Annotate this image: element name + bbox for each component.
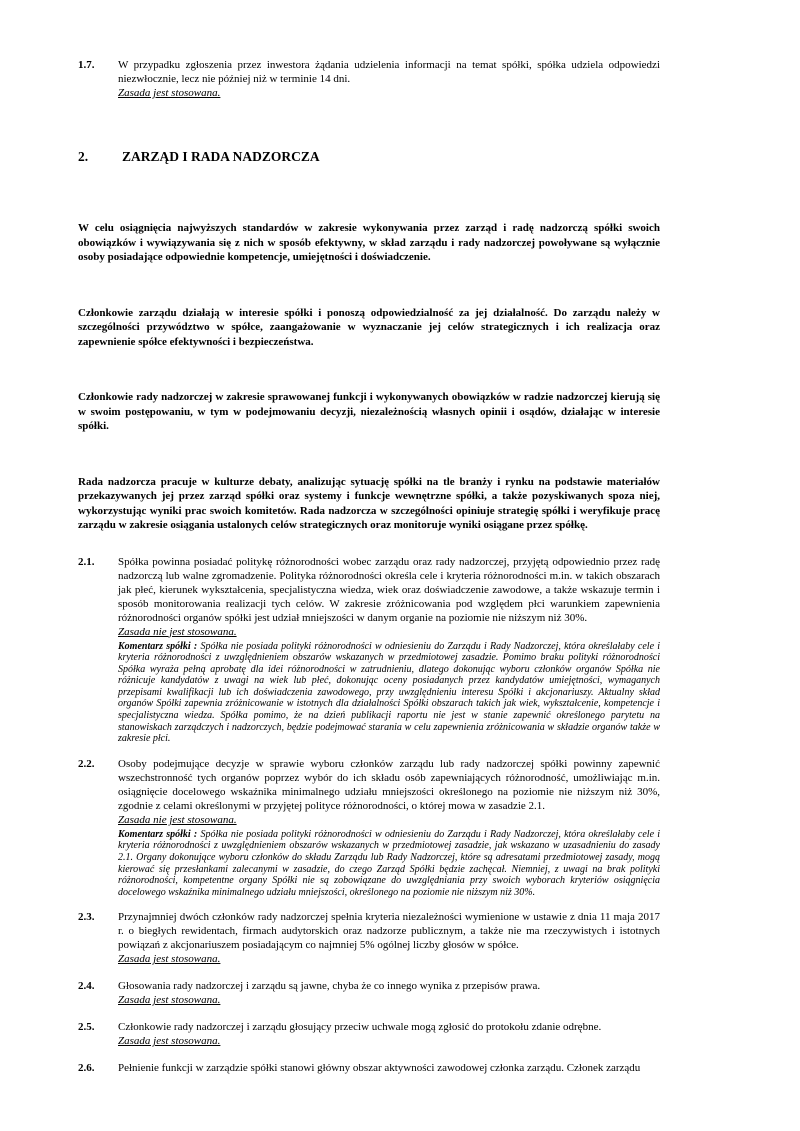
rule-body xyxy=(118,757,660,899)
rule-item-2-4 xyxy=(78,979,660,1008)
section-number: 2. xyxy=(78,149,89,164)
company-comment xyxy=(118,641,660,745)
rule-body xyxy=(118,58,660,101)
rule-item-2-2 xyxy=(78,757,660,899)
rule-number: 2.4. xyxy=(78,980,95,993)
comment-text: Spółka nie posiada polityki różnorodności w odniesieniu do Zarządu i Rady Nadzorczej, która określałaby cele i kryteria różnorodności z uwzględnieniem obszarów wskazanych w przedmiotowej zasadzie. Pomimo braku polityki różnorodności Spółka wyraża pełną aprobatę dla idei różnorodności w zatrudnieniu, dlatego dokonując wyboru członków organów Spółka nie różnicuje kandydatów z uwagi na wiek lub płeć, dokonując oceny posiadanych przez kandydatów umiejętności, wymaganych przepisami kwalifikacji lub ich doświadczenia zawodowego, przy uwzględnieniu interesu Spółki i akcjonariuszy. Aktualny skład organów Spółki zapewnia zróżnicowanie w istotnych dla działalności Spółki obszarach takich jak wiek, wykształcenie, kompetencje i specjalistyczna wiedza. Spółka pomimo, że na dzień publikacji raportu nie jest w stanie zapewnić określonego parytetu na stanowiskach zarządczych i nadzorczych, będzie podejmować starania w celu zapewnienia zróżnicowania w składzie organów także w zakresie płci. xyxy=(118,640,660,745)
section-heading xyxy=(78,149,660,165)
rule-text: Głosowania rady nadzorczej i zarządu są jawne, chyba że co innego wynika z przepisów prawa. xyxy=(118,980,541,993)
rule-body xyxy=(118,979,660,1008)
rule-item-2-1 xyxy=(78,555,660,745)
rule-item-2-5 xyxy=(78,1020,660,1049)
intro-paragraph: Członkowie zarządu działają w interesie spółki i ponoszą odpowiedzialność za jej działalność. Do zarządu należy w szczególności przywództwo w spółce, zaangażowanie w wyznaczanie jej celów strategicznych i ich realizacja oraz zapewnienie spółce efektywności i bezpieczeństwa. xyxy=(78,306,660,348)
rule-number: 1.7. xyxy=(78,59,95,71)
rule-status: Zasada jest stosowana. xyxy=(118,994,221,1007)
rule-body xyxy=(118,1020,660,1049)
rule-text: W przypadku zgłoszenia przez inwestora żądania udzielenia informacji na temat spółki, spółka udziela odpowiedzi niezwłocznie, lecz nie później niż w terminie 14 dni. xyxy=(118,59,660,85)
rule-text: Członkowie rady nadzorczej i zarządu głosujący przeciw uchwale mogą zgłosić do protokołu zdanie odrębne. xyxy=(118,1021,602,1034)
comment-label: Komentarz spółki : xyxy=(118,640,198,652)
rule-item-2-6 xyxy=(78,1061,660,1075)
rule-status: Zasada nie jest stosowana. xyxy=(118,625,237,638)
intro-paragraph: W celu osiągnięcia najwyższych standardów w zakresie wykonywania przez zarząd i radę nadzorczą spółki swoich obowiązków i wywiązywania się z nich w sposób efektywny, w skład zarządu i rady nadzorczej powoływane są wyłącznie osoby posiadające odpowiednie kompetencje, umiejętności i doświadczenie. xyxy=(78,222,660,263)
rule-number: 2.2. xyxy=(78,757,95,770)
rule-number: 2.3. xyxy=(78,911,95,924)
comment-text: Spółka nie posiada polityki różnorodności w odniesieniu do Zarządu i Rady Nadzorczej, która określałaby cele i kryteria różnorodności z uwzględnieniem obszarów wskazanych w przedmiotowej zasadzie, jak wskazano w uzasadnieniu do zasady 2.1. Organy dokonujące wyboru członków do składu Zarządu lub Rady Nadzorczej, które są adresatami przedmiotowej zasady, mogą kierować się przesłankami zalecanymi w zasadzie, do czego Zarząd Spółki będzie zachęcał. Niemniej, z uwagi na brak polityki różnorodności, kompetentne organy Spółki nie są zobowiązane do uwzględniania przy swoich wyborach kryteriów osiągnięcia docelowego wskaźnika minimalnego udziału mniejszości, określonego na poziomie nie niższym niż 30%. xyxy=(118,828,660,898)
rule-number: 2.5. xyxy=(78,1021,95,1034)
rule-number: 2.1. xyxy=(78,555,95,568)
rule-body xyxy=(118,1061,660,1075)
intro-paragraph: Członkowie rady nadzorczej w zakresie sprawowanej funkcji i wykonywanych obowiązków w radzie nadzorczej kierują się w swoim postępowaniu, w tym w podejmowaniu decyzji, niezależnością własnych opinii i osądów, działając w interesie spółki. xyxy=(78,391,660,432)
comment-label: Komentarz spółki : xyxy=(118,828,198,840)
rule-body xyxy=(118,555,660,745)
section-title: ZARZĄD I RADA NADZORCZA xyxy=(122,149,320,164)
company-comment xyxy=(118,829,660,899)
rule-body xyxy=(118,910,660,967)
rule-item-1-7 xyxy=(78,58,660,101)
rule-text: Przynajmniej dwóch członków rady nadzorczej spełnia kryteria niezależności wymienione w ustawie z dnia 11 maja 2017 r. o biegłych rewidentach, firmach audytorskich oraz nadzorze publicznym, a także nie ma rzeczywistych i istotnych powiązań z akcjonariuszem posiadającym co najmniej 5% ogólnej liczby głosów w spółce. xyxy=(118,911,660,952)
rule-status: Zasada nie jest stosowana. xyxy=(118,813,237,826)
rule-status: Zasada jest stosowana. xyxy=(118,87,221,99)
rule-text: Pełnienie funkcji w zarządzie spółki stanowi główny obszar aktywności zawodowej członka zarządu. Członek zarządu xyxy=(118,1062,641,1075)
rule-status: Zasada jest stosowana. xyxy=(118,1035,221,1048)
rule-number: 2.6. xyxy=(78,1062,95,1075)
rule-status: Zasada jest stosowana. xyxy=(118,953,221,966)
rule-text: Spółka powinna posiadać politykę różnorodności wobec zarządu oraz rady nadzorczej, przyjętą odpowiednio przez radę nadzorczą lub walne zgromadzenie. Polityka różnorodności określa cele i kryteria różnorodności m.in. w takich obszarach jak płeć, kierunek wykształcenia, specjalistyczna wiedza, wiek oraz doświadczenie zawodowe, a także wskazuje termin i sposób monitorowania realizacji tych celów. W zakresie zróżnicowania pod względem płci warunkiem zapewnienia różnorodności organów spółki jest udział mniejszości w danym organie na poziomie nie niższym niż 30%. xyxy=(118,555,660,624)
rule-item-2-3 xyxy=(78,910,660,967)
intro-paragraph: Rada nadzorcza pracuje w kulturze debaty, analizując sytuację spółki na tle branży i rynku na podstawie materiałów przekazywanych jej przez zarząd spółki oraz systemy i funkcje wewnętrzne spółki, a także pozyskiwanych spoza niej, wykorzystując wyniki prac swoich komitetów. Rada nadzorcza w szczególności opiniuje strategię spółki i weryfikuje pracę zarządu w zakresie osiągania ustalonych celów strategicznych oraz monitoruje wyniki osiągane przez spółkę. xyxy=(78,475,660,531)
rule-text: Osoby podejmujące decyzje w sprawie wyboru członków zarządu lub rady nadzorczej spółki powinny zapewnić wszechstronność tych organów poprzez wybór do ich składu osób zapewniających różnorodność, umożliwiając m.in. osiągnięcie docelowego wskaźnika minimalnego udziału mniejszości określonego na poziomie nie niższym niż 30%, zgodnie z celami określonymi w przyjętej polityce różnorodności, o której mowa w zasadzie 2.1. xyxy=(118,757,660,812)
